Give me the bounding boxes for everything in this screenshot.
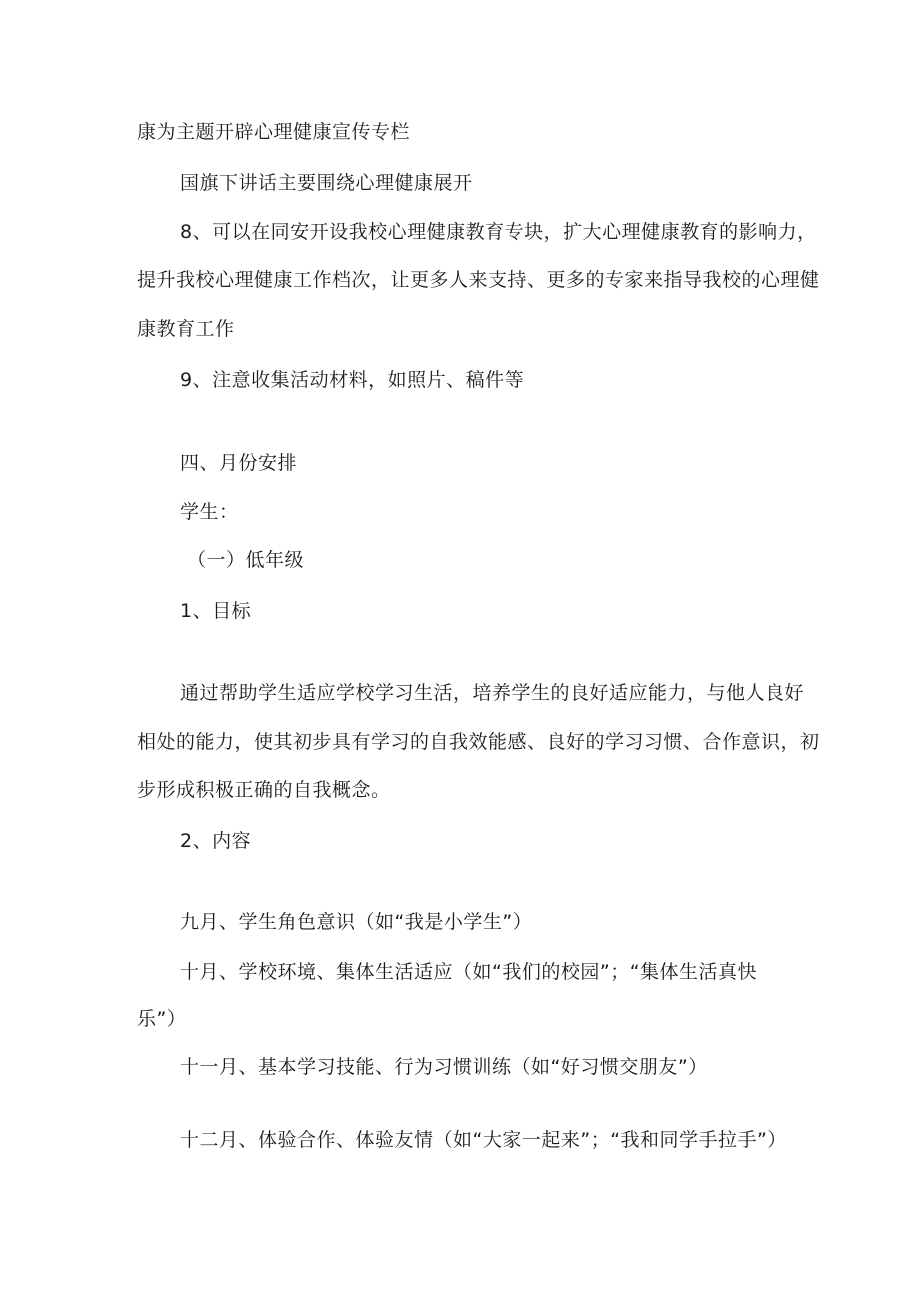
- section-heading: 四、月份安排: [180, 452, 298, 474]
- item-heading: 2、内容: [180, 830, 252, 852]
- text-line: 9、注意收集活动材料，如照片、稿件等: [180, 369, 525, 391]
- paragraph-line: 通过帮助学生适应学校学习生活，培养学生的良好适应能力，与他人良好: [180, 682, 805, 704]
- paragraph-line: 步形成积极正确的自我概念。: [137, 779, 391, 801]
- list-item: 十二月、体验合作、体验友情（如“大家一起来”；“我和同学手拉手”）: [180, 1129, 787, 1151]
- paragraph-line: 8、可以在同安开设我校心理健康教育专块，扩大心理健康教育的影响力，: [180, 221, 817, 243]
- text-line: 国旗下讲话主要围绕心理健康展开: [180, 172, 473, 194]
- paragraph-line: 相处的能力，使其初步具有学习的自我效能感、良好的学习习惯、合作意识，初: [137, 731, 820, 753]
- text-line: 康为主题开辟心理健康宣传专栏: [137, 121, 411, 143]
- paragraph-line: 提升我校心理健康工作档次，让更多人来支持、更多的专家来指导我校的心理健: [137, 269, 820, 291]
- list-item: 十月、学校环境、集体生活适应（如“我们的校园”；“集体生活真快: [180, 961, 758, 983]
- list-item: 十一月、基本学习技能、行为习惯训练（如“好习惯交朋友”）: [180, 1056, 708, 1078]
- list-item-continuation: 乐”）: [137, 1008, 187, 1030]
- list-item: 九月、学生角色意识（如“我是小学生”）: [180, 911, 533, 933]
- item-heading: 1、目标: [180, 600, 252, 622]
- paragraph-line: 康教育工作: [137, 318, 235, 340]
- subsection-label: 学生：: [180, 501, 239, 523]
- subsection-heading: （一）低年级: [187, 549, 305, 571]
